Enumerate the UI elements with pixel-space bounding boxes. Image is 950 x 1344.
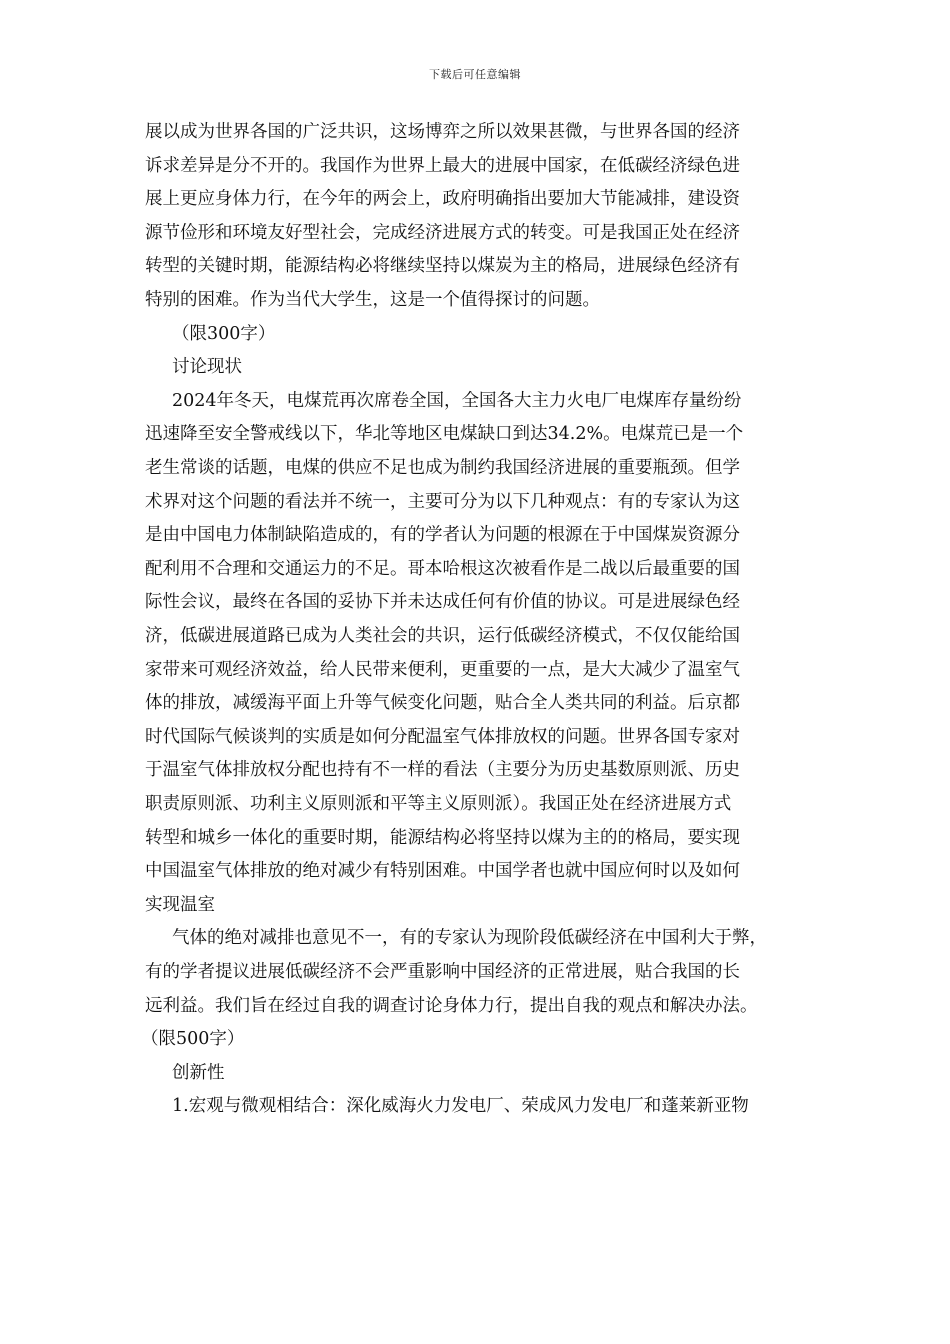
paragraph-line: 时代国际气候谈判的实质是如何分配温室气体排放权的问题。世界各国专家对	[145, 727, 740, 747]
paragraph-line: 迅速降至安全警戒线以下，华北等地区电煤缺口到达34.2%。电煤荒已是一个	[145, 424, 744, 444]
paragraph-line: 转型的关键时期，能源结构必将继续坚持以煤炭为主的格局，进展绿色经济有	[145, 256, 740, 276]
word-limit-note: （限300字）	[172, 324, 276, 344]
paragraph-line: 职责原则派、功利主义原则派和平等主义原则派）。我国正处在经济进展方式	[145, 794, 732, 814]
paragraph-line: 源节俭形和环境友好型社会，完成经济进展方式的转变。可是我国正处在经济	[145, 223, 740, 243]
list-item: 1.宏观与微观相结合：深化威海火力发电厂、荣成风力发电厂和蓬莱新亚物	[172, 1096, 749, 1116]
paragraph-line: 家带来可观经济效益，给人民带来便利，更重要的一点，是大大减少了温室气	[145, 660, 740, 680]
page-header: 下载后可任意编辑	[429, 68, 521, 81]
word-limit-note: （限500字）	[141, 1029, 245, 1049]
paragraph-line: 际性会议，最终在各国的妥协下并未达成任何有价值的协议。可是进展绿色经	[145, 592, 740, 612]
section-heading: 讨论现状	[172, 357, 242, 377]
paragraph-line: 特别的困难。作为当代大学生，这是一个值得探讨的问题。	[145, 290, 600, 310]
paragraph-line: 展上更应身体力行，在今年的两会上，政府明确指出要加大节能减排，建设资	[145, 189, 740, 209]
paragraph-line: 实现温室	[145, 895, 215, 915]
paragraph-line: 济，低碳进展道路已成为人类社会的共识，运行低碳经济模式，不仅仅能给国	[145, 626, 740, 646]
paragraph-line: 转型和城乡一体化的重要时期，能源结构必将坚持以煤为主的的格局，要实现	[145, 828, 740, 848]
paragraph-line: 气体的绝对减排也意见不一，有的专家认为现阶段低碳经济在中国利大于弊，	[172, 928, 767, 948]
paragraph-line: 2024年冬天，电煤荒再次席卷全国，全国各大主力火电厂电煤库存量纷纷	[172, 391, 742, 411]
paragraph-line: 远利益。我们旨在经过自我的调查讨论身体力行，提出自我的观点和解决办法。	[145, 996, 758, 1016]
paragraph-line: 诉求差异是分不开的。我国作为世界上最大的进展中国家，在低碳经济绿色进	[145, 156, 740, 176]
paragraph-line: 老生常谈的话题，电煤的供应不足也成为制约我国经济进展的重要瓶颈。但学	[145, 458, 740, 478]
paragraph-line: 是由中国电力体制缺陷造成的，有的学者认为问题的根源在于中国煤炭资源分	[145, 525, 740, 545]
paragraph-line: 配利用不合理和交通运力的不足。哥本哈根这次被看作是二战以后最重要的国	[145, 559, 740, 579]
paragraph-line: 体的排放，减缓海平面上升等气候变化问题，贴合全人类共同的利益。后京都	[145, 693, 740, 713]
paragraph-line: 于温室气体排放权分配也持有不一样的看法（主要分为历史基数原则派、历史	[145, 760, 740, 780]
paragraph-line: 术界对这个问题的看法并不统一，主要可分为以下几种观点：有的专家认为这	[145, 492, 740, 512]
paragraph-line: 有的学者提议进展低碳经济不会严重影响中国经济的正常进展，贴合我国的长	[145, 962, 740, 982]
section-heading: 创新性	[172, 1063, 225, 1083]
paragraph-line: 展以成为世界各国的广泛共识，这场博弈之所以效果甚微，与世界各国的经济	[145, 122, 740, 142]
paragraph-line: 中国温室气体排放的绝对减少有特别困难。中国学者也就中国应何时以及如何	[145, 861, 740, 881]
